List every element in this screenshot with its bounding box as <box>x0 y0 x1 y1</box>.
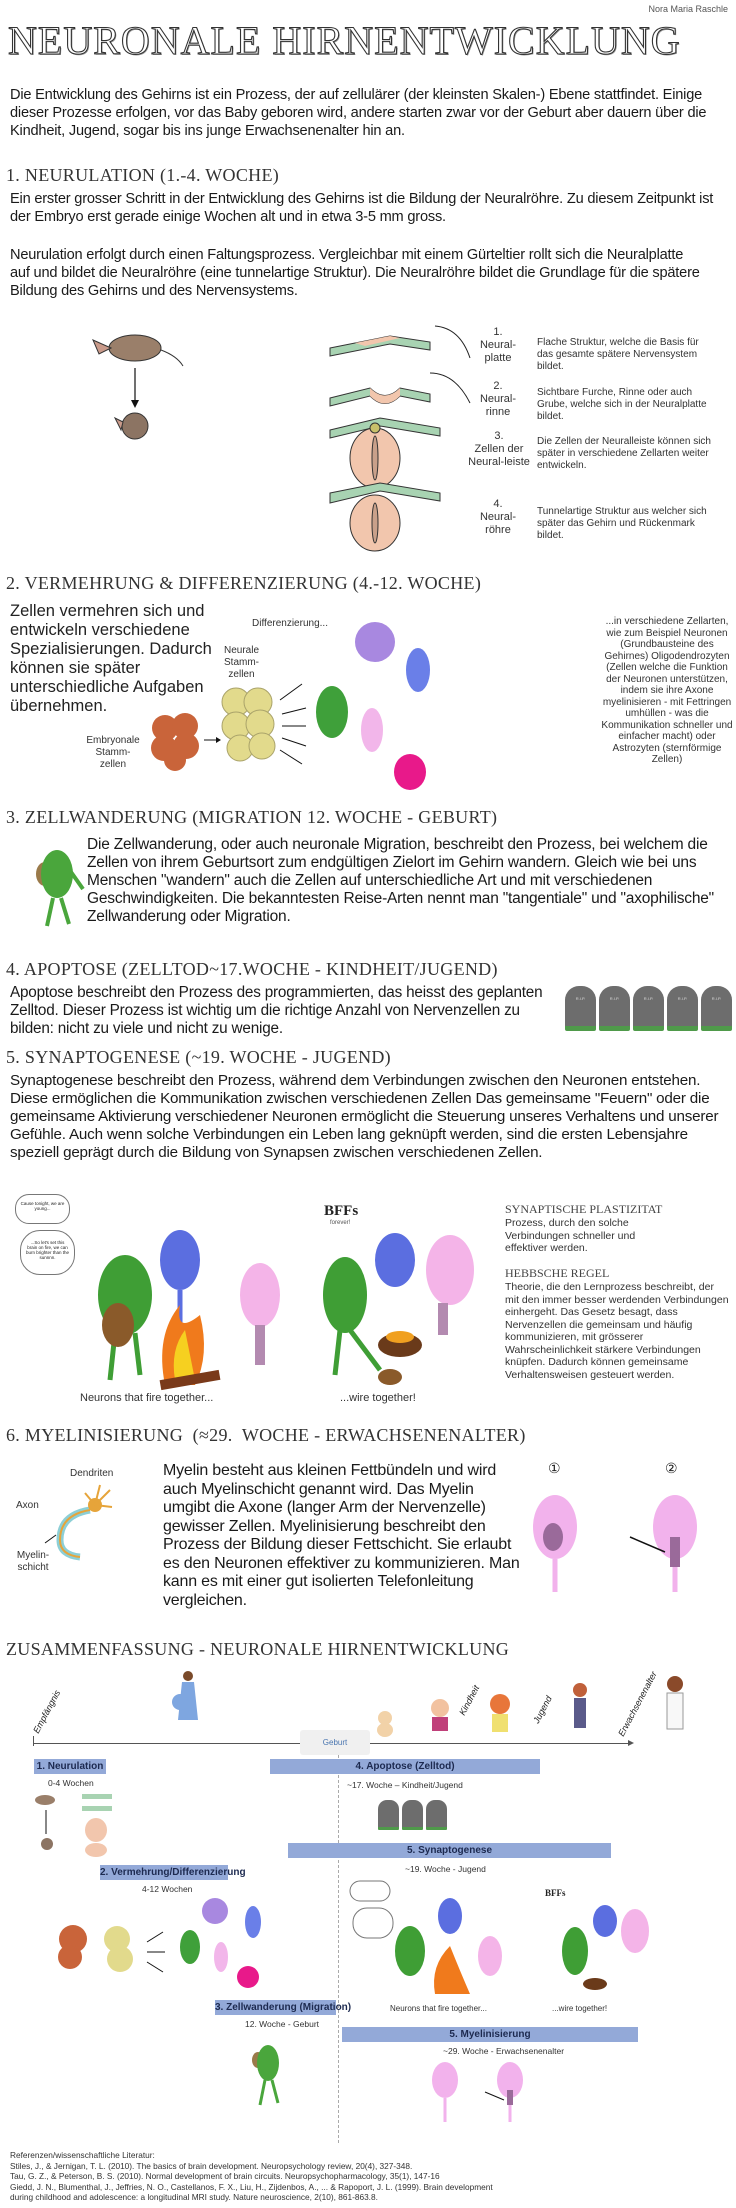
differentiation-thumbnail <box>55 1897 265 1997</box>
section-heading-vermehrung: 2. VERMEHRUNG & DIFFERENZIERUNG (4.-12. WOCHE) <box>6 573 482 593</box>
life-stage-figures <box>170 1670 690 1742</box>
phase-period-apoptose: ~17. Woche – Kindheit/Jugend <box>347 1780 463 1790</box>
apoptose-text: Apoptose beschreibt den Prozess des programmierten, das heisst des geplanten Zelltod. Dieser Prozess ist wichtig um die richtige Anzahl von Nervenzellen zu bilden: nicht zu viele und nicht zu wenige. <box>10 984 543 1037</box>
oligodendrocyte-cell-purple <box>355 622 395 662</box>
phase-period-myelinisierung: ~29. Woche - Erwachsenenalter <box>443 2046 565 2056</box>
section-heading-zellwanderung: 3. ZELLWANDERUNG (MIGRATION 12. WOCHE - GEBURT) <box>6 807 498 827</box>
hebb-rule-text: Theorie, die den Lernprozess beschreibt, der mit den immer besser werdenden Verbindungen einhergeht. Das Gesetz besagt, dass Nervenzellen die gemeinsam und häufig kommunizieren, mit grösserer Wahrscheinlichkeit stärkere Verbindungen knüpfen. Dadurch können gemeinsame Verhaltensweisen gesteuert werden. <box>505 1281 729 1381</box>
astrocyte-cell-magenta <box>394 754 426 790</box>
section-heading-myelinisierung: 6. MYELINISIERUNG (≈29. WOCHE - ERWACHSENENALTER) <box>6 1425 526 1445</box>
migration-thumbnail <box>250 2035 300 2110</box>
armadillo-illustration <box>85 326 185 441</box>
synaptic-plasticity-text: Prozess, durch den solche Verbindungen schneller und effektiver werden. <box>505 1217 636 1254</box>
axon-label: Axon <box>16 1500 39 1511</box>
caption-wire-together: ...wire together! <box>340 1392 416 1404</box>
birth-marker: Geburt <box>300 1730 370 1755</box>
step-1-description: Flache Struktur, welche die Basis für das gesamte spätere Nervensystem bildet. <box>537 337 699 372</box>
phase-period-zellwanderung: 12. Woche - Geburt <box>245 2019 320 2029</box>
reference-item: Tau, G. Z., & Peterson, B. S. (2010). Normal development of brain circuits. Neuropsychopharmacology, 35(1), 147-16 <box>10 2171 440 2181</box>
neuron-cell-pink <box>361 708 383 752</box>
synaptogenesis-thumbnail <box>350 1876 650 1998</box>
references-title: Referenzen/wissenschaftliche Literatur: <box>10 2150 155 2160</box>
myelin-sheath-label: Myelin-schicht <box>16 1550 50 1573</box>
speech-bubble-1: Cause tonight, we are young... <box>15 1194 70 1224</box>
neurons-wire-illustration <box>320 1225 500 1385</box>
step-4-description: Tunnelartige Struktur aus welcher sich später das Gehirn und Rückenmark bildet. <box>537 506 707 541</box>
phase-period-synaptogenese: ~19. Woche - Jugend <box>405 1864 486 1874</box>
bffs-thumbnail-label: BFFs <box>545 1888 566 1898</box>
phase-period-neurulation: 0-4 Wochen <box>48 1778 94 1788</box>
hebb-rule-title: HEBBSCHE REGEL <box>505 1266 610 1280</box>
timeline-start-tick <box>33 1736 34 1746</box>
embryonic-stem-cells-label: Embryonale Stamm-zellen <box>86 735 140 770</box>
step-2-description: Sichtbare Furche, Rinne oder auch Grube, welche sich in der Neuralplatte bildet. <box>537 387 707 422</box>
stage-label-adulthood: Erwachsenenalter <box>616 1669 659 1738</box>
phase-bar-myelinisierung: 5. Myelinisierung <box>342 2027 638 2042</box>
tombstones-illustration <box>565 986 732 1031</box>
dendrites-label: Dendriten <box>70 1468 114 1479</box>
author-name: Nora Maria Raschle <box>648 4 728 14</box>
phase-bar-apoptose: 4. Apoptose (Zelltod) <box>270 1759 540 1774</box>
summary-heading: ZUSAMMENFASSUNG - NEURONALE HIRNENTWICKLUNG <box>6 1639 510 1659</box>
step-3-description: Die Zellen der Neuralleiste können sich später in verschiedene Zellarten weiter entwickeln. <box>537 436 711 471</box>
neural-stem-cells-label: Neurale Stamm-zellen <box>223 645 260 680</box>
stage-2-marker: ② <box>665 1460 678 1476</box>
reference-item: during childhood and adolescence: a longitudinal MRI study. Nature neuroscience, 2(10), 861-863.8. <box>10 2192 378 2202</box>
thumbnail-caption-wire: ...wire together! <box>552 2004 608 2013</box>
reference-item: Stiles, J., & Jernigan, T. L. (2010). The basics of brain development. Neuropsychology review, 20(4), 327-348. <box>10 2160 413 2171</box>
tombstone-icon: R.I.P. <box>667 986 698 1031</box>
neurulation-text-1: Ein erster grosser Schritt in der Entwicklung des Gehirns ist die Bildung der Neuralröhre. Zu diesem Zeitpunkt ist der Embryo erst gerade einige Wochen alt und in etwa 3-5 mm gross. <box>10 191 714 225</box>
neurulation-thumbnail <box>30 1792 120 1857</box>
neuron-cell-green <box>316 686 348 738</box>
thumbnail-caption-fire: Neurons that fire together... <box>390 2004 487 2013</box>
phase-bar-zellwanderung: 3. Zellwanderung (Migration) <box>215 2002 352 2013</box>
reference-item: Giedd, J. N., Blumenthal, J., Jeffries, N. O., Castellanos, F. X., Liu, H., Zijdenbos, A., ... & Rapoport, J. L. (1999). Brain development <box>10 2181 493 2192</box>
differentiation-illustration <box>140 640 440 810</box>
phase-bar-neurulation: 1. Neurulation <box>34 1759 106 1774</box>
step-3-label: 3. Zellen der Neural-leiste <box>468 430 530 468</box>
cell-types-description: ...in verschiedene Zellarten, wie zum Beispiel Neuronen (Grundbausteine des Gehirnes) Oligodendrozyten (Zellen welche die Funktion der Neuronen unterstützen, indem sie ihre Axone myelinisieren - mit Fettringen umhüllen - was die Kommunikation schneller und einfacher macht) oder Astrozyten (sternförmige Zellen) <box>601 616 733 765</box>
neuron-diagram <box>40 1485 120 1565</box>
tombstone-icon <box>402 1800 423 1830</box>
stage-1-marker: ① <box>548 1460 561 1476</box>
step-2-label: 2. Neural-rinne <box>479 380 517 418</box>
section-heading-neurulation: 1. NEURULATION (1.-4. WOCHE) <box>6 165 280 185</box>
tombstone-icon: R.I.P. <box>565 986 596 1031</box>
tombstone-icon <box>378 1800 399 1830</box>
differentiation-label: Differenzierung... <box>252 618 328 629</box>
speech-bubble-2: ...So let's set this brain on fire, we can burn brighter than the sunnnn. <box>20 1230 75 1275</box>
phase-bar-vermehrung: 2. Vermehrung/Differenzierung <box>100 1867 246 1878</box>
neuron-cell-blue <box>406 648 430 692</box>
zellwanderung-text: Die Zellwanderung, oder auch neuronale Migration, beschreibt den Prozess, bei welchem die Zellen von ihrem Geburtsort zum endgültigen Zielort im Gehirn wandern. Gleich wie bei uns Menschen "wandern" auch die Zellen auf unterschiedliche Art und mit verschiedenen Geschwindigkeiten. Die bekanntesten Reise-Arten nennt man "tangentiale" und "axophilische" Zellwanderung oder Migration. <box>87 836 714 925</box>
myelination-cells-illustration <box>525 1482 725 1597</box>
section-heading-synaptogenese: 5. SYNAPTOGENESE (~19. WOCHE - JUGEND) <box>6 1047 391 1067</box>
forever-label: forever! <box>330 1220 351 1226</box>
embryonic-cells-icon <box>151 713 199 771</box>
myelinisierung-text: Myelin besteht aus kleinen Fettbündeln und wird auch Myelinschicht genannt wird. Das Myelin umgibt die Axone (langer Arm der Nervenzelle) gewisser Zellen. Myelinisierung beschreibt den Prozess der Bildung dieser Fettschicht. Sie erlaubt es den Neuronen effektiver zu kommunizieren. Man kann es mit einer gut isolierten Telefonleitung vergleichen. <box>163 1462 520 1609</box>
tombstone-icon: R.I.P. <box>599 986 630 1031</box>
tombstone-icon: R.I.P. <box>701 986 732 1031</box>
caption-fire-together: Neurons that fire together... <box>80 1392 214 1404</box>
neurons-fire-illustration <box>80 1215 280 1385</box>
neural-tube-diagram <box>330 318 470 553</box>
page-title: NEURONALE HIRNENTWICKLUNG <box>8 18 681 63</box>
tombstone-icon: R.I.P. <box>633 986 664 1031</box>
neurulation-text-2: Neurulation erfolgt durch einen Faltungsprozess. Vergleichbar mit einem Gürteltier rollt sich die Neuralplatte auf und bildet die Neuralröhre (eine tunnelartige Struktur). Die Neuralröhre bildet die Grundlage für die spätere Bildung des Gehirns und des Nervensystems. <box>10 247 700 299</box>
migrating-cell-illustration <box>25 834 85 934</box>
myelination-thumbnail <box>430 2060 530 2125</box>
bffs-label: BFFs <box>324 1203 359 1219</box>
birth-divider <box>338 1755 339 2143</box>
intro-text: Die Entwicklung des Gehirns ist ein Prozess, der auf zellulärer (der kleinsten Skalen-) Ebene stattfindet. Einige dieser Prozesse erfolgen, vor das Baby geboren wird, andere starten zwar vor der Geburt aber dauern über die Kindheit, Jugend, sogar bis ins junge Erwachsenenalter hin an. <box>10 87 707 139</box>
tombstone-icon <box>426 1800 447 1830</box>
synaptogenese-text: Synaptogenese beschreibt den Prozess, während dem Verbindungen zwischen den Neuronen entstehen. Diese ermöglichen die Kommunikation zwischen verschiedenen Zellen Das gemeinsame "Feuern" oder die gemeinsame Aktivierung verschiedener Neuronen ermöglicht die Steuerung unseres Verhaltens und unserer Gefühle. Auch wenn solche Verbindungen ein Leben lang geknüpft werden, sind die ersten Lebensjahre speziell geprägt durch die Bildung von Synapsen zwischen verschiedenen Zellen. <box>10 1072 719 1161</box>
phase-bar-synaptogenese: 5. Synaptogenese <box>288 1843 611 1858</box>
neural-stem-cells-icon <box>222 688 275 761</box>
step-1-label: 1. Neural-platte <box>479 326 517 364</box>
references <box>10 2150 493 2203</box>
stage-label-conception: Empfängnis <box>31 1688 63 1735</box>
stage-label-youth: Jugend <box>531 1694 554 1725</box>
section-heading-apoptose: 4. APOPTOSE (ZELLTOD~17.WOCHE - KINDHEIT/JUGEND) <box>6 959 498 979</box>
step-4-label: 4. Neural-röhre <box>479 498 517 536</box>
phase-period-vermehrung: 4-12 Wochen <box>142 1884 193 1894</box>
stage-label-childhood: Kindheit <box>457 1683 482 1717</box>
vermehrung-text: Zellen vermehren sich und entwickeln verschiedene Spezialisierungen. Dadurch können sie später unterschiedliche Aufgaben übernehmen. <box>10 602 212 715</box>
synaptic-plasticity-title: SYNAPTISCHE PLASTIZITAT <box>505 1202 663 1216</box>
tombstones-thumbnail <box>378 1800 447 1830</box>
